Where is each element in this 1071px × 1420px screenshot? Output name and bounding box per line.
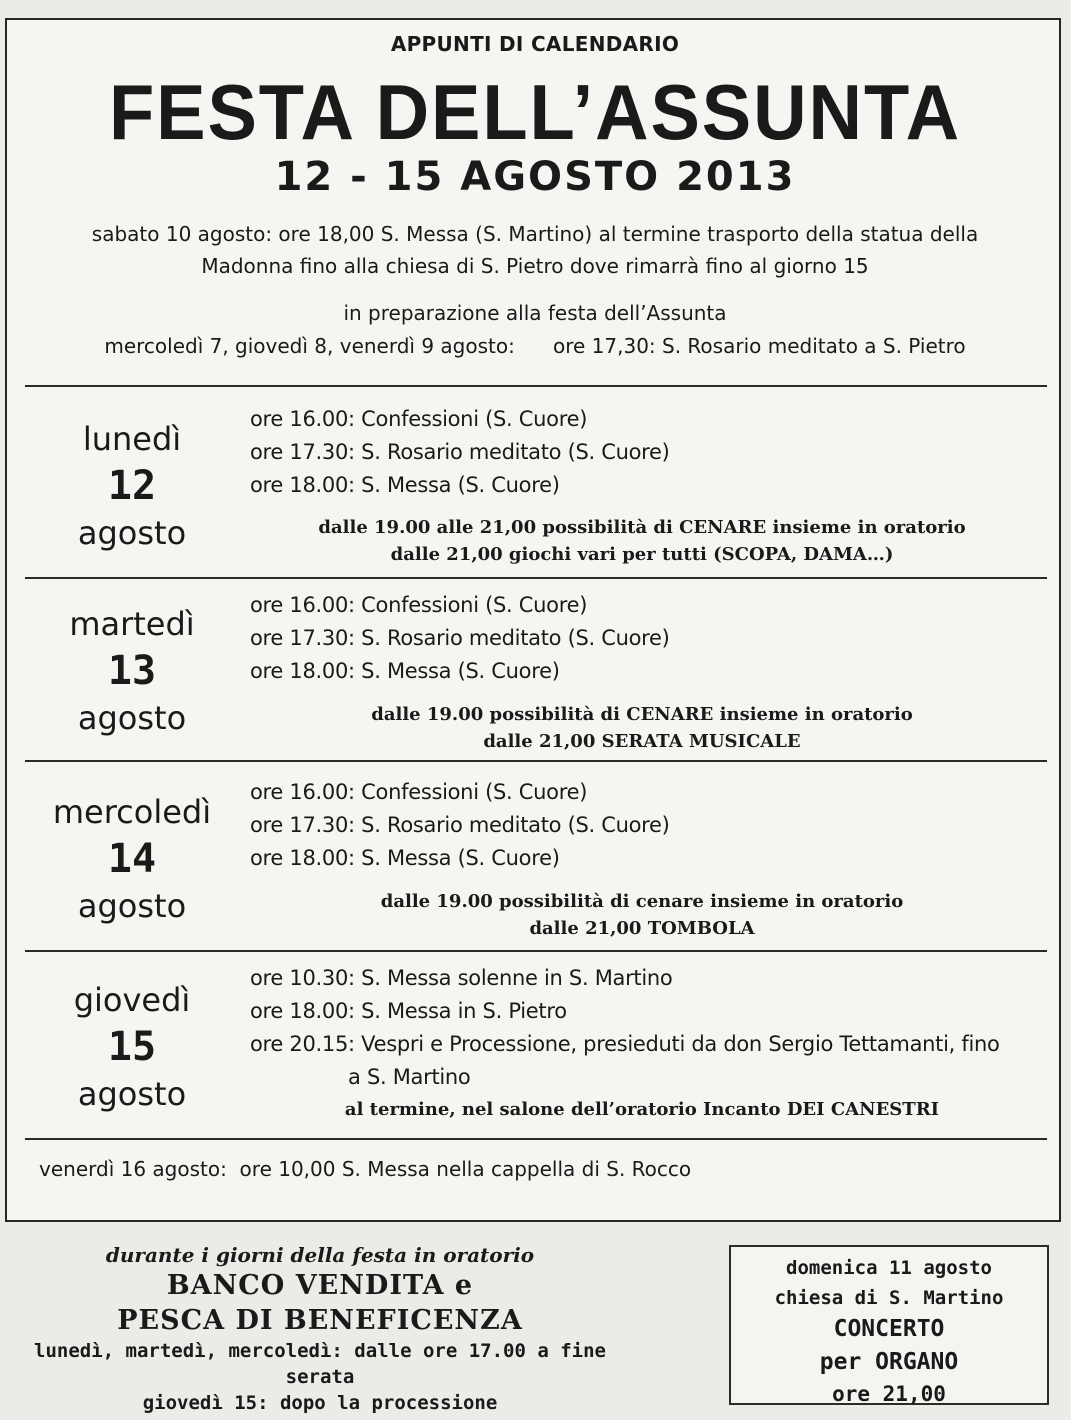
divider [25,1138,1047,1140]
note-line: dalle 21,00 SERATA MUSICALE [483,731,801,752]
schedule-item: ore 20.15: Vespri e Processione, presieduti da don Sergio Tettamanti, fino [250,1032,1000,1056]
banco-title-2: PESCA DI BENEFICENZA [117,1305,523,1336]
intro-line-3: in preparazione alla festa dell’Assunta [343,301,727,325]
day-block-wednesday [32,790,232,928]
concert-venue: chiesa di S. Martino [774,1287,1004,1309]
schedule-item: ore 18.00: S. Messa (S. Cuore) [250,846,560,870]
evening-note [247,514,1037,568]
note-line: dalle 19.00 possibilità di CENARE insieme in oratorio [371,704,913,725]
concert-subtitle: per ORGANO [819,1349,959,1375]
schedule-item: ore 18.00: S. Messa (S. Cuore) [250,659,560,683]
day-month: agosto [77,1075,187,1113]
banco-hours: lunedì, martedì, mercoledì: dalle ore 17.00 a fine serata [34,1340,606,1388]
schedule-list [250,962,1000,1094]
banco-thursday: giovedì 15: dopo la processione [142,1392,498,1414]
day-name: lunedì [82,420,182,458]
day-name: mercoledì [52,793,212,831]
intro-line-1: sabato 10 agosto: ore 18,00 S. Messa (S. Martino) al termine trasporto della statua della [91,222,979,246]
day-block-monday [32,417,232,555]
divider [25,950,1047,952]
schedule-item: ore 16.00: Confessioni (S. Cuore) [250,407,588,431]
note-line: dalle 21,00 giochi vari per tutti (SCOPA, DAMA…) [390,544,894,565]
note-line: dalle 21,00 TOMBOLA [529,918,755,939]
schedule-item: ore 16.00: Confessioni (S. Cuore) [250,593,588,617]
note-line: dalle 19.00 alle 21,00 possibilità di CENARE insieme in oratorio [318,517,966,538]
header-kicker: APPUNTI DI CALENDARIO [390,32,680,56]
schedule-item: ore 17.30: S. Rosario meditato (S. Cuore) [250,440,670,464]
schedule-list [250,589,670,688]
intro-line-4: mercoledì 7, giovedì 8, venerdì 9 agosto: ore 17,30: S. Rosario meditato a S. Pietro [104,334,966,358]
concert-box [729,1245,1049,1405]
day-name: giovedì [73,981,191,1019]
footer-line: venerdì 16 agosto: ore 10,00 S. Messa nella cappella di S. Rocco [39,1157,692,1181]
concert-date: domenica 11 agosto [786,1257,992,1279]
schedule-item: ore 18.00: S. Messa (S. Cuore) [250,473,560,497]
schedule-item: ore 16.00: Confessioni (S. Cuore) [250,780,588,804]
evening-note [247,888,1037,942]
banco-title-1: BANCO VENDITA e [166,1270,474,1301]
schedule-item: ore 17.30: S. Rosario meditato (S. Cuore) [250,813,670,837]
concert-title: CONCERTO [833,1316,945,1342]
schedule-item: ore 10.30: S. Messa solenne in S. Martino [250,966,673,990]
banco-announcement [0,1242,640,1416]
divider [25,385,1047,387]
schedule-list [250,403,670,502]
evening-note [247,701,1037,755]
concert-time: ore 21,00 [832,1382,946,1406]
divider [25,577,1047,579]
note-line: al termine, nel salone dell’oratorio Incanto DEI CANESTRI [344,1099,940,1120]
note-line: dalle 19.00 possibilità di cenare insieme in oratorio [380,891,904,912]
schedule-item: a S. Martino [348,1065,471,1089]
day-month: agosto [77,699,187,737]
page-title: FESTA DELL’ASSUNTA [108,68,962,156]
day-number: 12 [107,463,157,509]
day-month: agosto [77,514,187,552]
festival-dates: 12 - 15 AGOSTO 2013 [274,154,796,200]
day-number: 13 [107,648,157,694]
divider [25,760,1047,762]
intro-line-2: Madonna fino alla chiesa di S. Pietro dove rimarrà fino al giorno 15 [201,254,869,278]
day-number: 14 [107,836,157,882]
day-block-tuesday [32,602,232,740]
day-number: 15 [107,1024,157,1070]
day-block-thursday [32,978,232,1116]
schedule-item: ore 17.30: S. Rosario meditato (S. Cuore) [250,626,670,650]
schedule-item: ore 18.00: S. Messa in S. Pietro [250,999,567,1023]
evening-note [247,1096,1037,1123]
banco-intro: durante i giorni della festa in oratorio [105,1243,535,1267]
schedule-list [250,776,670,875]
notice-frame [5,18,1061,1222]
day-name: martedì [69,605,195,643]
day-month: agosto [77,887,187,925]
